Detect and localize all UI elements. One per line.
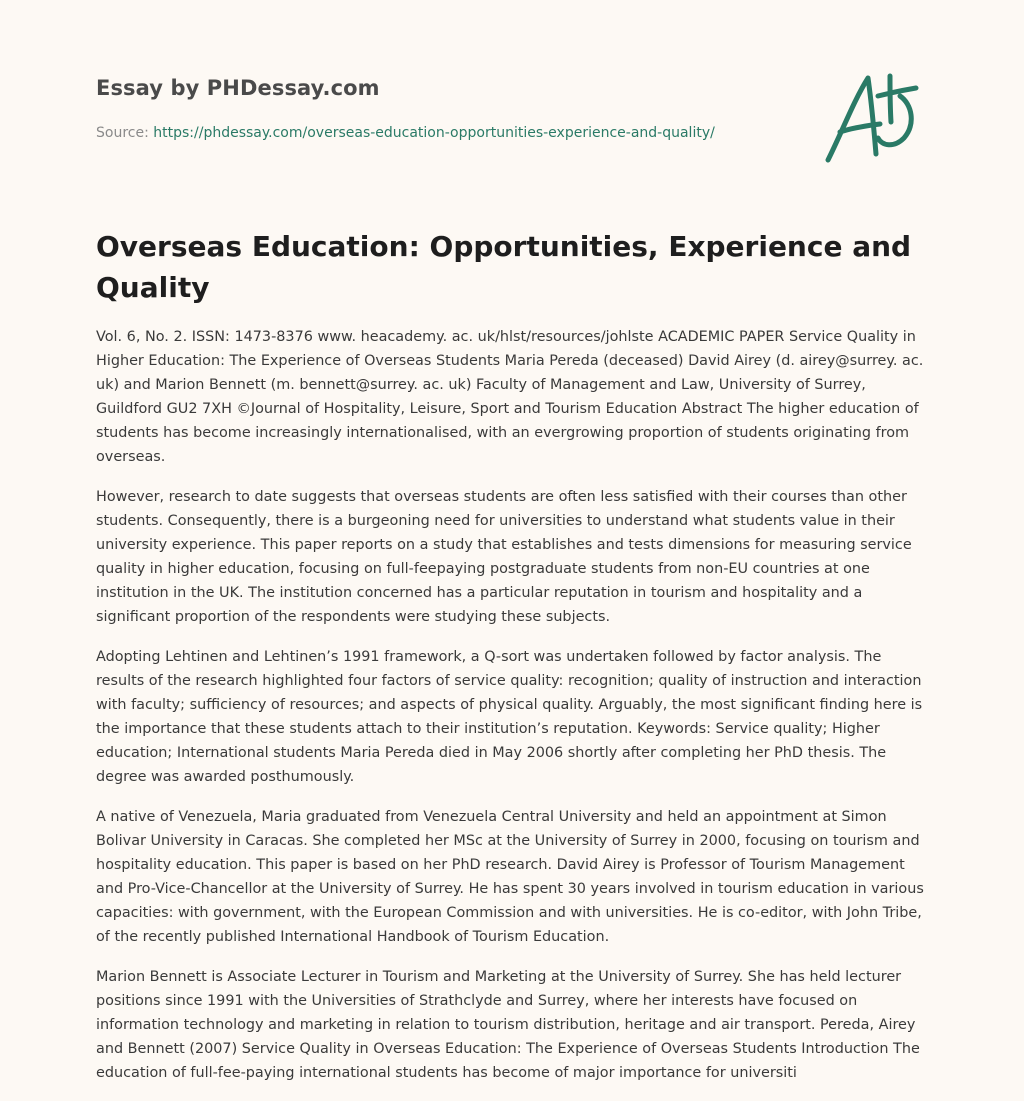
source-label: Source: [96,125,154,141]
source-link[interactable]: https://phdessay.com/overseas-education-opportunities-experience-and-quality/ [153,125,715,141]
a-plus-icon [820,66,930,166]
site-brand: Essay by PHDessay.com [96,76,380,100]
essay-paragraph: Vol. 6, No. 2. ISSN: 1473-8376 www. heacademy. ac. uk/hlst/resources/johlste ACADEMIC PAPER Service Quality in Higher Education: The Experience of Overseas Students Maria Pereda (deceased) David Airey (d. airey@surrey. ac. uk) and Marion Bennett (m. bennett@surrey. ac. uk) Faculty of Management and Law, University of Surrey, Guildford GU2 7XH ©Journal of Hospitality, Leisure, Sport and Tourism Education Abstract The higher education of students has become increasingly internationalised, with an evergrowing proportion of students originating from overseas. [96,329,924,465]
source-line [96,125,715,141]
essay-paragraph: Adopting Lehtinen and Lehtinen’s 1991 framework, a Q-sort was undertaken followed by factor analysis. The results of the research highlighted four factors of service quality: recognition; quality of instruction and interaction with faculty; sufficiency of resources; and aspects of physical quality. Arguably, the most significant finding here is the importance that these students attach to their institution’s reputation. Keywords: Service quality; Higher education; International students Maria Pereda died in May 2006 shortly after completing her PhD thesis. The degree was awarded posthumously. [96,649,923,785]
essay-paragraph: However, research to date suggests that overseas students are often less satisfied with their courses than other students. Consequently, there is a burgeoning need for universities to understand what students value in their university experience. This paper reports on a study that establishes and tests dimensions for measuring service quality in higher education, focusing on full-feepaying postgraduate students from non-EU countries at one institution in the UK. The institution concerned has a particular reputation in tourism and hospitality and a significant proportion of the respondents were studying these subjects. [96,489,912,625]
essay-paragraph: Marion Bennett is Associate Lecturer in Tourism and Marketing at the University of Surrey. She has held lecturer positions since 1991 with the Universities of Strathclyde and Surrey, where her interests have focused on information technology and marketing in relation to tourism distribution, heritage and air transport. Pereda, Airey and Bennett (2007) Service Quality in Overseas Education: The Experience of Overseas Students Introduction The education of full-fee-paying international students has become of major importance for universiti [96,969,920,1081]
essay-paragraph: A native of Venezuela, Maria graduated from Venezuela Central University and held an appointment at Simon Bolivar University in Caracas. She completed her MSc at the University of Surrey in 2000, focusing on tourism and hospitality education. This paper is based on her PhD research. David Airey is Professor of Tourism Management and Pro-Vice-Chancellor at the University of Surrey. He has spent 30 years involved in tourism education in various capacities: with government, with the European Commission and with universities. He is co-editor, with John Tribe, of the recently published International Handbook of Tourism Education. [96,809,924,945]
essay-body [96,325,932,1101]
essay-title: Overseas Education: Opportunities, Experience and Quality [96,230,912,304]
